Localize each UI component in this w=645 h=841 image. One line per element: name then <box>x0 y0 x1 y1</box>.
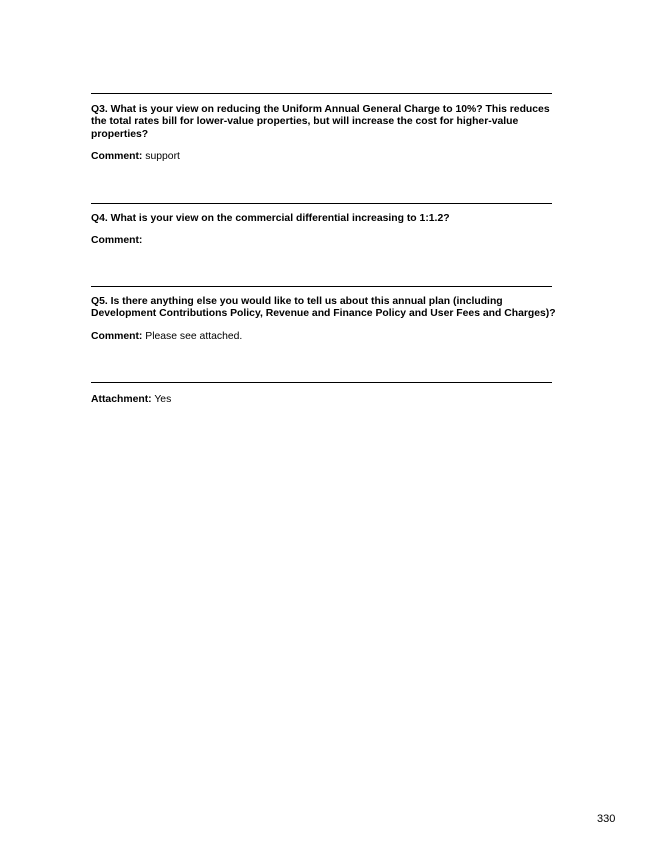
comment-value: Please see attached. <box>142 331 243 342</box>
question-q5: Q5. Is there anything else you would like to tell us about this annual plan (including Development Contributions Policy, Revenue and Finance Policy and User Fees and Charges)? <box>91 296 556 320</box>
comment-label: Comment: <box>91 235 143 246</box>
comment-label: Comment: <box>91 151 143 162</box>
attachment-value: Yes <box>151 394 172 405</box>
separator-rule <box>91 93 552 94</box>
attachment-line <box>91 394 171 406</box>
question-q3: Q3. What is your view on reducing the Uniform Annual General Charge to 10%? This reduces the total rates bill for lower-value properties, but will increase the cost for higher-value properties? <box>91 104 550 140</box>
attachment-label: Attachment: <box>91 394 152 405</box>
page-number: 330 <box>597 813 616 825</box>
comment-q3 <box>91 151 180 163</box>
separator-rule <box>91 286 552 287</box>
question-q4: Q4. What is your view on the commercial differential increasing to 1:1.2? <box>91 213 450 224</box>
comment-q4 <box>91 235 142 247</box>
comment-label: Comment: <box>91 331 143 342</box>
comment-value: support <box>142 151 180 162</box>
comment-q5 <box>91 331 242 343</box>
separator-rule <box>91 382 552 383</box>
separator-rule <box>91 203 552 204</box>
